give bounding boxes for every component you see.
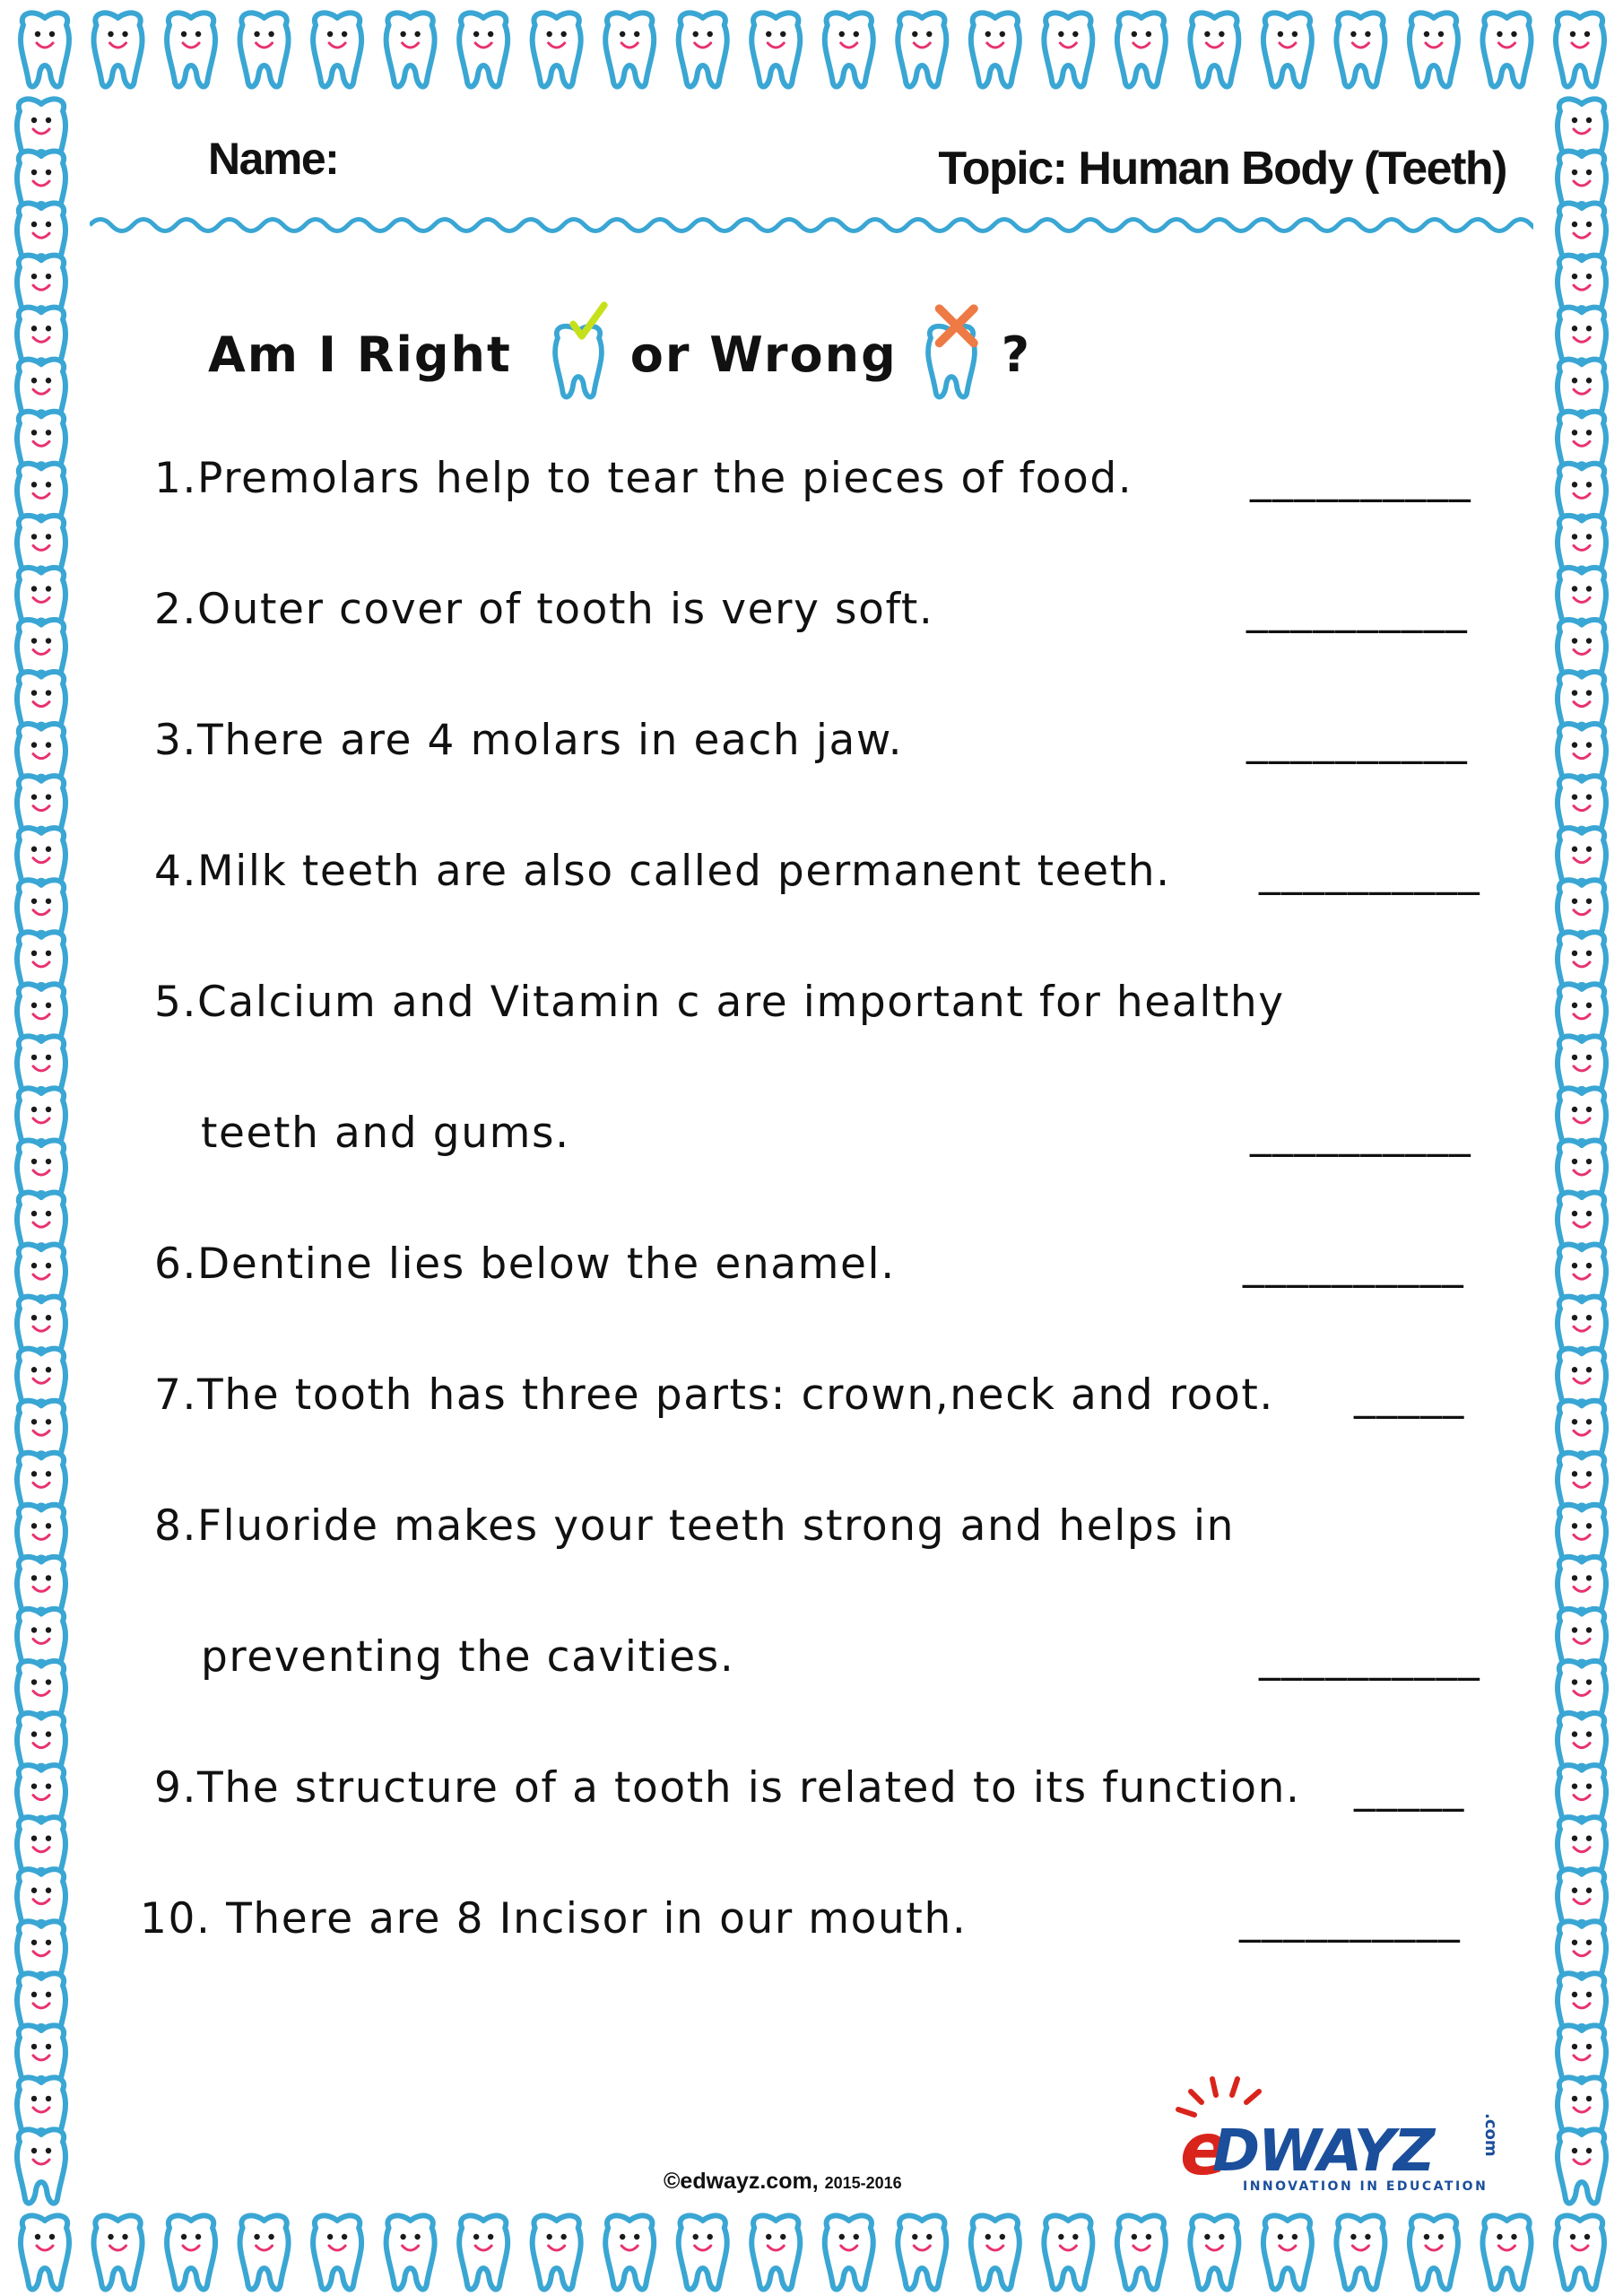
question-9 <box>154 1763 1301 1813</box>
question-number: 6. <box>154 1239 198 1289</box>
answer-blank-7[interactable]: _____ <box>1354 1370 1465 1420</box>
question-text: Dentine lies below the enamel. <box>197 1239 896 1289</box>
worksheet-title <box>208 305 1031 404</box>
edwayz-logo: DWAYZ <box>1212 2118 1434 2185</box>
question-number: 2. <box>154 585 198 634</box>
title-right: Am I Right <box>208 326 512 383</box>
answer-blank-5[interactable]: __________ <box>1250 1109 1471 1158</box>
edwayz-tagline: INNOVATION IN EDUCATION <box>1243 2179 1488 2194</box>
question-text: There are 4 molars in each jaw. <box>197 716 904 765</box>
question-5-continued: teeth and gums. <box>201 1109 570 1158</box>
name-label: Name: <box>208 134 339 184</box>
answer-blank-2[interactable]: __________ <box>1246 585 1468 634</box>
question-number: 7. <box>154 1370 198 1420</box>
question-number: 4. <box>154 847 198 896</box>
question-3 <box>154 716 903 765</box>
question-8-continued: preventing the cavities. <box>201 1632 735 1682</box>
question-number: 10. <box>140 1894 212 1944</box>
tooth-cross-icon <box>908 296 994 413</box>
question-number: 1. <box>154 454 198 503</box>
question-text: The structure of a tooth is related to its function. <box>197 1763 1301 1813</box>
question-text: Fluoride makes your teeth strong and helps in <box>197 1501 1236 1551</box>
question-1 <box>154 454 1133 503</box>
title-wrong: or Wrong <box>629 326 898 383</box>
wave-divider <box>90 212 1533 239</box>
answer-blank-1[interactable]: __________ <box>1250 454 1471 503</box>
question-5 <box>154 978 1285 1027</box>
answer-blank-8[interactable]: __________ <box>1259 1632 1480 1682</box>
tooth-check-icon <box>535 296 621 413</box>
answer-blank-6[interactable]: __________ <box>1243 1239 1464 1289</box>
title-question-mark: ? <box>1001 326 1032 383</box>
question-10 <box>140 1894 967 1944</box>
answer-blank-4[interactable]: __________ <box>1259 847 1480 896</box>
question-text: Milk teeth are also called permanent teeth. <box>197 847 1171 896</box>
answer-blank-9[interactable]: _____ <box>1354 1763 1465 1813</box>
question-text: Outer cover of tooth is very soft. <box>197 585 934 634</box>
edwayz-logo-com: .com <box>1481 2113 1500 2157</box>
question-text: Premolars help to tear the pieces of food. <box>197 454 1133 503</box>
copyright-years: 2015-2016 <box>824 2174 902 2192</box>
question-number: 8. <box>154 1501 198 1551</box>
topic-label: Topic: Human Body (Teeth) <box>938 143 1506 195</box>
question-2 <box>154 585 933 634</box>
question-number: 5. <box>154 978 198 1027</box>
question-text: There are 8 Incisor in our mouth. <box>226 1894 968 1944</box>
edwayz-logo-e: e <box>1180 2108 1229 2191</box>
question-4 <box>154 847 1171 896</box>
question-8 <box>154 1501 1235 1551</box>
question-7 <box>154 1370 1274 1420</box>
question-text: Calcium and Vitamin c are important for healthy <box>197 978 1285 1027</box>
answer-blank-10[interactable]: __________ <box>1239 1894 1461 1944</box>
question-number: 9. <box>154 1763 198 1813</box>
copyright <box>664 2169 902 2195</box>
copyright-text: ©edwayz.com, <box>664 2169 819 2194</box>
question-number: 3. <box>154 716 198 765</box>
answer-blank-3[interactable]: __________ <box>1246 716 1468 765</box>
question-text: The tooth has three parts: crown,neck and root. <box>197 1370 1274 1420</box>
question-6 <box>154 1239 896 1289</box>
